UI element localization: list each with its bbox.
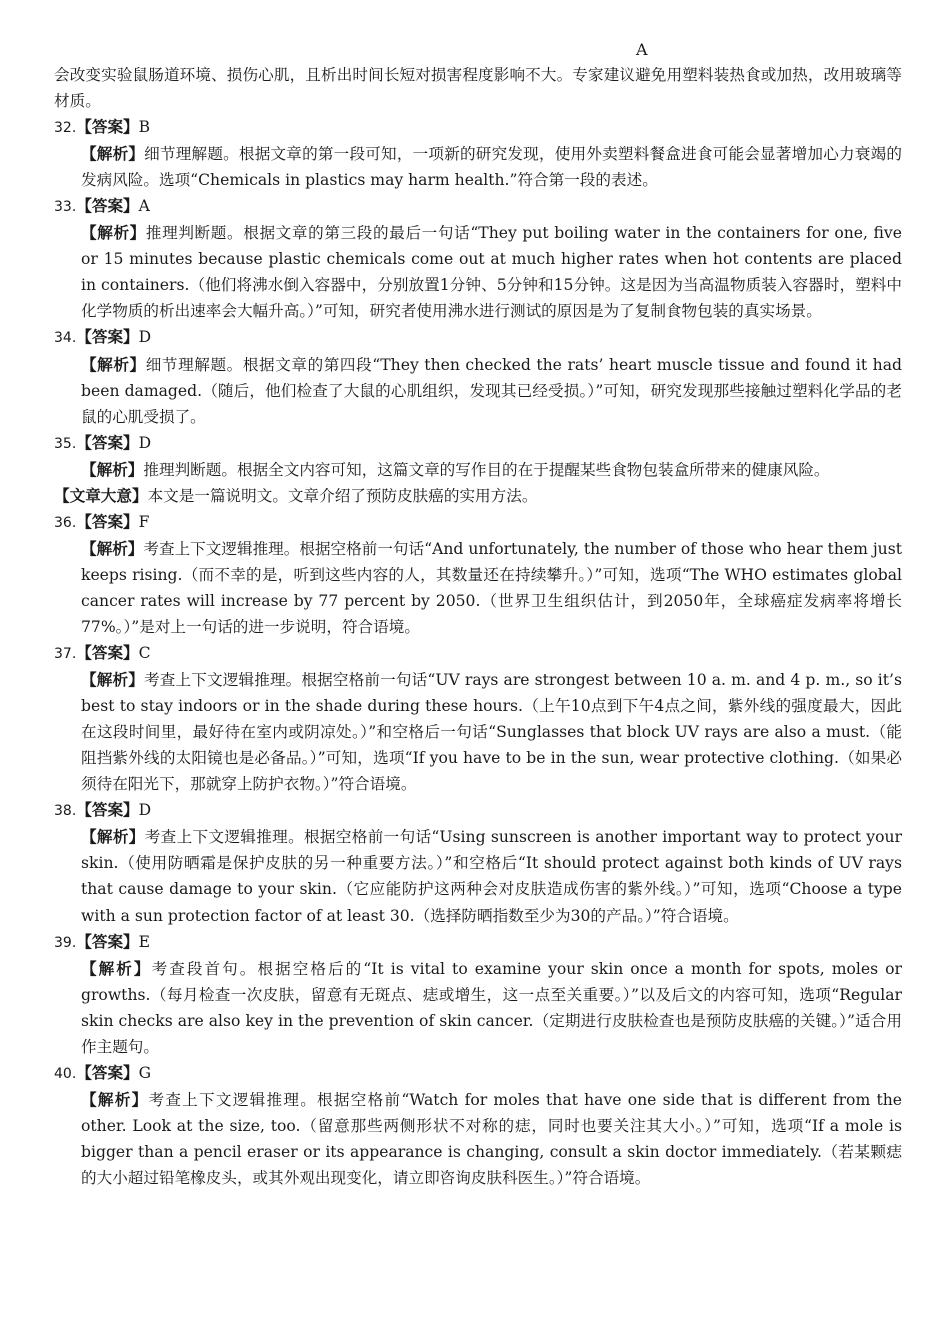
explanation-text: 细节理解题。根据文章的第四段“They then checked the rats’ heart muscle tissue and found it had been damaged.（随后，他们检查了大鼠的心肌组织，发现其已经受损。）”可知，研究发现那些接触过塑料化学品的老鼠的心肌受损了。 bbox=[81, 355, 902, 426]
question-number: 37. bbox=[54, 646, 77, 663]
explanation-label: 【解析】 bbox=[81, 223, 146, 243]
answer-line bbox=[54, 324, 902, 351]
explanation-text: 推理判断题。根据文章的第三段的最后一句话“They put boiling water in the containers for one, five or 15 minutes because plastic chemicals come out at much higher rates when hot contents are placed in containers.（他们将沸水倒入容器中，分别放置1分钟、5分钟和15分钟。这是因为当高温物质装入容器时，塑料中化学物质的析出速率会大幅升高。）”可知，研究者使用沸水进行测试的原因是为了复制食物包装的真实场景。 bbox=[81, 224, 902, 321]
explanation bbox=[81, 352, 902, 430]
answer-item bbox=[54, 193, 902, 324]
answer-value: D bbox=[138, 328, 152, 347]
items-part2 bbox=[54, 509, 902, 1191]
answer-value: B bbox=[138, 118, 151, 137]
answer-label: 【答案】 bbox=[76, 643, 139, 663]
explanation-label: 【解析】 bbox=[81, 1089, 149, 1109]
question-number: 39. bbox=[54, 934, 77, 951]
answer-item bbox=[54, 324, 902, 429]
explanation-text: 考查上下文逻辑推理。根据空格前一句话“Using sunscreen is another important way to protect your skin.（使用防晒霜是保护皮肤的另一种重要方法。）”和空格后“It should protect against both kinds of UV rays that cause damage to your skin.（它应能防护这两种会对皮肤造成伤害的紫外线。）”可知，选项“Choose a type with a sun protection factor of at least 30.（选择防晒指数至少为30的产品。）”符合语境。 bbox=[81, 828, 902, 925]
question-number: 36. bbox=[54, 514, 77, 531]
answer-item bbox=[54, 929, 902, 1060]
article-summary bbox=[54, 483, 902, 509]
question-number: 32. bbox=[54, 120, 77, 137]
answer-item bbox=[54, 509, 902, 640]
answer-item bbox=[54, 797, 902, 928]
answer-item bbox=[54, 640, 902, 797]
answer-value: E bbox=[138, 932, 151, 951]
question-number: 38. bbox=[54, 803, 77, 820]
explanation bbox=[81, 824, 902, 928]
explanation-label: 【解析】 bbox=[81, 538, 144, 558]
answer-label: 【答案】 bbox=[76, 1062, 139, 1082]
answer-key-content bbox=[54, 62, 902, 1191]
explanation-text: 考查上下文逻辑推理。根据空格前一句话“UV rays are strongest between 10 a. m. and 4 p. m., so it’s best to stay indoors or in the shade during these hours.（上午10点到下午4点之间，紫外线的强度最大，因此在这段时间里，最好待在室内或阴凉处。）”和空格后一句话“Sunglasses that block UV rays are also a must.（能阻挡紫外线的太阳镜也是必备品。）”可知，选项“If you have to be in the sun, wear protective clothing.（如果必须待在阳光下，那就穿上防护衣物。）”符合语境。 bbox=[81, 671, 902, 794]
answer-label: 【答案】 bbox=[76, 117, 139, 137]
explanation bbox=[81, 141, 902, 193]
explanation-text: 细节理解题。根据文章的第一段可知，一项新的研究发现，使用外卖塑料餐盒进食可能会显著增加心力衰竭的发病风险。选项“Chemicals in plastics may harm health.”符合第一段的表述。 bbox=[81, 145, 902, 190]
summary-text: 本文是一篇说明文。文章介绍了预防皮肤癌的实用方法。 bbox=[147, 486, 538, 505]
summary-label: 【文章大意】 bbox=[54, 485, 148, 505]
answer-label: 【答案】 bbox=[76, 800, 139, 820]
question-number: 33. bbox=[54, 199, 77, 216]
question-number: 35. bbox=[54, 435, 77, 452]
answer-value: G bbox=[138, 1063, 152, 1082]
explanation-text: 考查上下文逻辑推理。根据空格前一句话“And unfortunately, the number of those who hear them just keeps rising.（而不幸的是，听到这些内容的人，其数量还在持续攀升。）”可知，选项“The WHO estimates global cancer rates will increase by 77 percent by 2050.（世界卫生组织估计，到2050年，全球癌症发病率将增长77%。）”是对上一句话的进一步说明，符合语境。 bbox=[81, 539, 902, 636]
answer-label: 【答案】 bbox=[76, 432, 139, 452]
answer-item bbox=[54, 430, 902, 483]
explanation-label: 【解析】 bbox=[81, 459, 144, 479]
explanation-text: 考查上下文逻辑推理。根据空格前“Watch for moles that have one side that is different from the other. Look at the size, too.（留意那些两侧形状不对称的痣，同时也要关注其大小。）”可知，选项“If a mole is bigger than a pencil eraser or its appearance is changing, consult a skin doctor immediately.（若某颗痣的大小超过铅笔橡皮头，或其外观出现变化，请立即咨询皮肤科医生。）”符合语境。 bbox=[81, 1090, 902, 1187]
answer-item bbox=[54, 1060, 902, 1191]
intro-paragraph: 会改变实验鼠肠道环境、损伤心肌，且析出时间长短对损害程度影响不大。专家建议避免用塑料装热食或加热，改用玻璃等材质。 bbox=[54, 66, 902, 111]
answer-value: F bbox=[138, 512, 150, 531]
answer-line bbox=[54, 193, 902, 220]
explanation-text: 推理判断题。根据全文内容可知，这篇文章的写作目的在于提醒某些食物包装盒所带来的健康风险。 bbox=[143, 460, 830, 479]
answer-line bbox=[54, 640, 902, 667]
explanation bbox=[81, 956, 902, 1060]
explanation-label: 【解析】 bbox=[81, 670, 144, 690]
answer-item bbox=[54, 114, 902, 193]
answer-line bbox=[54, 1060, 902, 1087]
answer-label: 【答案】 bbox=[76, 511, 139, 531]
explanation bbox=[81, 220, 902, 324]
explanation bbox=[81, 1087, 902, 1191]
explanation-label: 【解析】 bbox=[81, 354, 146, 374]
answer-value: D bbox=[138, 801, 152, 820]
question-number: 40. bbox=[54, 1065, 77, 1082]
explanation-label: 【解析】 bbox=[81, 827, 145, 847]
explanation bbox=[81, 536, 902, 640]
explanation bbox=[81, 667, 902, 797]
answer-label: 【答案】 bbox=[76, 931, 139, 951]
answer-line bbox=[54, 114, 902, 141]
answer-line bbox=[54, 430, 902, 457]
explanation-text: 考查段首句。根据空格后的“It is vital to examine your skin once a month for spots, moles or growths.（每月检查一次皮肤，留意有无斑点、痣或增生，这一点至关重要。）”以及后文的内容可知，选项“Regular skin checks are also key in the prevention of skin cancer.（定期进行皮肤检查也是预防皮肤癌的关键。）”适合用作主题句。 bbox=[81, 959, 902, 1056]
answer-value: A bbox=[138, 197, 150, 216]
explanation bbox=[81, 457, 902, 483]
answer-value: C bbox=[138, 644, 151, 663]
answer-line bbox=[54, 509, 902, 536]
page-mark: A bbox=[636, 40, 648, 59]
answer-line bbox=[54, 797, 902, 824]
answer-label: 【答案】 bbox=[76, 196, 139, 216]
answer-line bbox=[54, 929, 902, 956]
explanation-label: 【解析】 bbox=[81, 144, 145, 164]
explanation-label: 【解析】 bbox=[81, 958, 152, 978]
answer-label: 【答案】 bbox=[76, 327, 139, 347]
answer-value: D bbox=[138, 433, 152, 452]
items-part1 bbox=[54, 114, 902, 483]
question-number: 34. bbox=[54, 330, 77, 347]
